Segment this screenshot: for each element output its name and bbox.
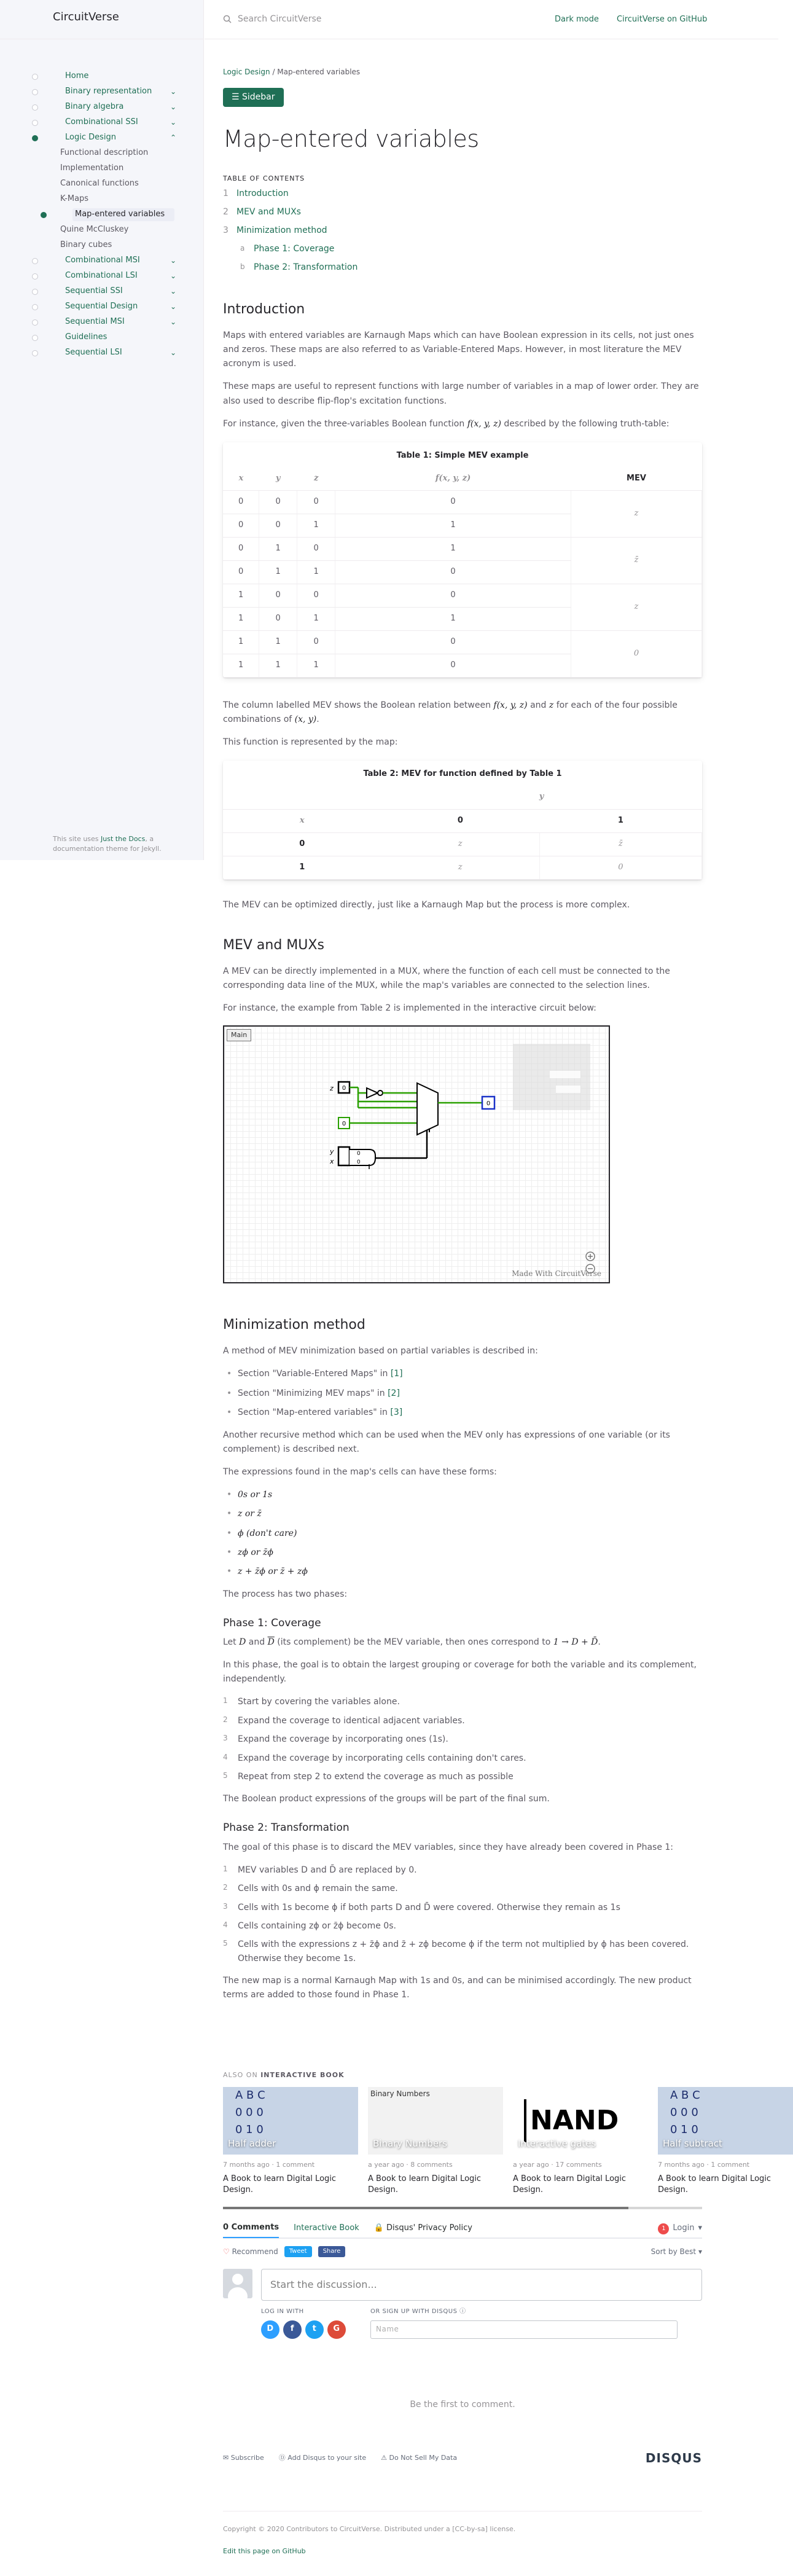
intro-paragraph-1: Maps with entered variables are Karnaugh Maps which can have Boolean expression in its cells, not just ones and zeros. These maps are also referred to as Variable-Entered Maps. However, in most literature the MEV acronym is used.	[223, 331, 694, 369]
row-header: 1	[223, 856, 381, 879]
sidebar	[0, 0, 204, 860]
svg-text:0: 0	[486, 1100, 491, 1108]
sidebar-item-sequential-lsi[interactable]: Sequential LSI ⌄	[25, 345, 184, 361]
sidebar-item-combinational-ssi[interactable]: Combinational SSI ⌄	[25, 115, 184, 130]
svg-text:0: 0	[357, 1159, 361, 1166]
page-footer: Copyright © 2020 Contributors to CircuitVerse. Distributed under a [CC-by-sa] license.	[223, 2511, 702, 2535]
table-1	[223, 442, 702, 678]
card-description: A Book to learn Digital Logic Design.	[513, 2174, 627, 2194]
svg-text:y: y	[330, 1148, 334, 1156]
table-cell: 1	[297, 514, 335, 538]
table-cell: 1	[297, 561, 335, 584]
sidebar-nav	[0, 39, 203, 361]
minimization-paragraph-1: A method of MEV minimization based on partial variables is described in:	[223, 1346, 538, 1357]
table-cell: 0	[335, 631, 571, 654]
table-cell: 1	[223, 608, 259, 631]
map-intro: This function is represented by the map:	[223, 737, 398, 748]
notification-badge: 1	[658, 2223, 669, 2234]
row-header: 0	[223, 832, 381, 856]
nav-bullet-icon	[32, 120, 38, 126]
table-row	[223, 832, 702, 856]
nav-bullet-icon	[32, 258, 38, 264]
list-item: 5 Repeat from step 2 to extend the coverage as much as possible	[223, 1771, 514, 1782]
sidebar-item-sequential-ssi[interactable]: Sequential SSI ⌄	[25, 284, 184, 299]
sidebar-item-k-maps[interactable]: K-Maps	[60, 194, 89, 204]
minimization-heading: Minimization method	[223, 1317, 365, 1333]
social-login-buttons	[261, 2320, 346, 2339]
card-description: A Book to learn Digital Logic Design.	[658, 2174, 772, 2194]
search-input[interactable]: Search CircuitVerse	[223, 12, 321, 26]
card-title: Half adder	[228, 2137, 276, 2149]
column-variable: y	[381, 786, 702, 809]
intro-paragraph-3: For instance, given the three-variables Boolean function f(x, y, z) described by the following truth-table:	[223, 418, 670, 429]
card-thumbnail: A B C 0 0 0 0 1 0 Half adder	[223, 2087, 358, 2155]
table-cell: 0	[223, 514, 259, 538]
svg-text:x: x	[330, 1157, 334, 1166]
card-meta: a year ago · 8 comments	[368, 2160, 453, 2169]
table-cell: 0	[259, 491, 297, 514]
recommend-button[interactable]: ♡ Recommend	[223, 2247, 278, 2256]
made-with-circuitverse[interactable]: Made With CircuitVerse	[512, 1269, 601, 1278]
list-item: 4 Expand the coverage by incorporating cells containing don't cares.	[223, 1752, 526, 1763]
column-header: 0	[381, 809, 540, 832]
table-cell: 1	[335, 514, 571, 538]
input-z[interactable]	[329, 1082, 350, 1093]
constant-zero[interactable]	[338, 1118, 417, 1129]
chevron-icon[interactable]: ⌄	[170, 286, 176, 296]
nav-bullet-icon	[32, 335, 38, 341]
chevron-icon[interactable]: ⌄	[170, 317, 176, 326]
intro-paragraph-2: These maps are useful to represent functions with large number of variables in a map of lower order. They are also used to describe flip-flop's excitation functions.	[223, 382, 699, 406]
search-icon	[223, 15, 232, 23]
sidebar-item-map-entered-variables[interactable]: Map-entered variables	[25, 207, 184, 222]
google-login-button[interactable]: G	[327, 2320, 346, 2339]
table-cell: 0	[223, 561, 259, 584]
row-variable: x	[223, 809, 381, 832]
recommended-card[interactable]	[223, 2087, 358, 2196]
minimization-paragraph-4: The process has two phases:	[223, 1589, 348, 1599]
circuit-simulator[interactable]	[223, 1025, 610, 1283]
chevron-down-icon: ▾	[698, 2247, 702, 2256]
minimization-paragraph-3: The expressions found in the map's cells can have these forms:	[223, 1466, 497, 1477]
help-icon[interactable]: ⓘ	[459, 2308, 466, 2315]
zoom-in-icon[interactable]	[586, 1252, 595, 1261]
mux-properties-panel	[513, 1044, 590, 1110]
table-of-contents	[223, 184, 702, 276]
table-2	[223, 761, 702, 879]
table-cell: 0	[259, 608, 297, 631]
warning-icon: ⚠	[381, 2454, 388, 2462]
table-2-caption: Table 2: MEV for function defined by Table 1	[363, 769, 562, 779]
empty-comments-message: Be the first to comment.	[410, 2399, 515, 2410]
sidebar-item-guidelines[interactable]: Guidelines	[25, 330, 184, 345]
list-item: 1 MEV variables D and D̄ are replaced by 0.	[223, 1864, 417, 1875]
mev-cell: z̄	[571, 538, 701, 584]
list-item: 3 Cells with 1s become ϕ if both parts D and D̄ were covered. Otherwise they remain as 1s	[223, 1901, 620, 1912]
table-cell: 1	[297, 654, 335, 678]
tab-comments[interactable]: 0 Comments	[223, 2222, 279, 2238]
reference-list	[223, 1367, 702, 1419]
output-pin[interactable]	[482, 1097, 494, 1109]
add-disqus-link[interactable]: Ⓓ Add Disqus to your site	[278, 2454, 367, 2462]
map-cell: z̄	[539, 832, 701, 856]
expression-forms-list	[223, 1488, 702, 1579]
table-row	[223, 631, 702, 654]
phase-2-paragraph-1: The goal of this phase is to discard the MEV variables, since they have already been covered in Phase 1:	[223, 1842, 674, 1852]
column-header: z	[297, 468, 335, 491]
card-title: Binary Numbers	[373, 2137, 448, 2149]
disqus-tabs	[223, 2220, 702, 2239]
sidebar-item-binary-cubes[interactable]: Binary cubes	[60, 240, 112, 250]
twitter-login-button[interactable]: t	[305, 2320, 324, 2339]
recommended-card[interactable]	[658, 2087, 793, 2196]
list-item: • z + z̄ϕ or z̄ + zϕ	[223, 1565, 702, 1578]
sim-tab-main[interactable]: Main	[227, 1029, 251, 1041]
mev-mux-heading: MEV and MUXs	[223, 937, 324, 953]
list-item: 4 Cells containing zϕ or z̄ϕ become 0s.	[223, 1920, 396, 1931]
svg-text:0: 0	[342, 1085, 346, 1092]
recommended-cards	[223, 2087, 772, 2196]
card-thumbnail: A B C 0 0 0 0 1 0 Half subtract	[658, 2087, 793, 2155]
svg-text:0: 0	[342, 1121, 346, 1128]
sidebar-item-combinational-msi[interactable]: Combinational MSI ⌄	[25, 253, 184, 268]
phase-1-paragraph-3: The Boolean product expressions of the groups will be part of the final sum.	[223, 1794, 550, 1804]
card-meta: 7 months ago · 1 comment	[658, 2160, 750, 2169]
sidebar-item-implementation[interactable]: Implementation	[60, 163, 124, 173]
chevron-icon[interactable]: ⌄	[170, 117, 176, 127]
login-button[interactable]: 1 Login ▾	[658, 2222, 702, 2235]
table-1-caption: Table 1: Simple MEV example	[396, 450, 529, 460]
nav-bullet-icon	[32, 289, 38, 295]
toc-item-phase-1-coverage[interactable]: a Phase 1: Coverage	[240, 243, 335, 254]
table-cell: 1	[297, 608, 335, 631]
phase-2-paragraph-2: The new map is a normal Karnaugh Map with 1s and 0s, and can be minimised accordingly. The new product terms are added to those found in Phase 1.	[223, 1976, 692, 2000]
table-cell: 1	[259, 654, 297, 678]
column-header: MEV	[571, 468, 701, 491]
breadcrumb-parent[interactable]: Logic Design	[223, 68, 270, 76]
mail-icon: ✉	[223, 2454, 229, 2462]
card-thumbnail: NAND Interactive gates	[513, 2087, 648, 2155]
reference-link[interactable]: [2]	[388, 1388, 400, 1398]
list-item: • Section "Variable-Entered Maps" in [1]	[223, 1367, 702, 1380]
also-on-label: ALSO ON INTERACTIVE BOOK	[223, 2071, 345, 2080]
table-row	[223, 584, 702, 608]
table-cell: 1	[223, 584, 259, 608]
table-cell: 0	[259, 514, 297, 538]
page-header	[205, 0, 778, 39]
mev-cell: z	[571, 584, 701, 631]
table-cell: 0	[335, 561, 571, 584]
disqus-login-button[interactable]: D	[261, 2320, 279, 2339]
column-header: x	[223, 468, 259, 491]
mux-paragraph-2: For instance, the example from Table 2 is implemented in the interactive circuit below:	[223, 1003, 596, 1014]
chevron-icon[interactable]: ⌄	[170, 348, 176, 357]
column-header: f(x, y, z)	[335, 468, 571, 491]
chevron-icon[interactable]: ⌄	[170, 102, 176, 111]
table-cell: 1	[335, 538, 571, 561]
card-title: Interactive gates	[518, 2137, 596, 2149]
mux-paragraph-1: A MEV can be directly implemented in a MUX, where the function of each cell must be connected to the corresponding data line of the MUX, while the map's variables are connected to the selection lines.	[223, 966, 670, 990]
cards-scrollbar[interactable]	[223, 2207, 702, 2209]
name-input[interactable]: Name	[370, 2320, 678, 2339]
main-content	[223, 39, 772, 2556]
chevron-icon[interactable]: ⌄	[170, 302, 176, 311]
card-thumbnail: Binary Numbers Binary Numbers	[368, 2087, 503, 2155]
nav-bullet-icon	[32, 104, 38, 111]
nav-bullet-icon	[32, 135, 38, 141]
table-cell: 0	[297, 491, 335, 514]
list-item: 2 Cells with 0s and ϕ remain the same.	[223, 1883, 398, 1894]
table-cell: 0	[335, 654, 571, 678]
phase-1-paragraph-1: Let D and $\overline{D}$ (its complement) be the MEV variable, then ones correspond to 1 → D + D̄.	[223, 1637, 601, 1648]
disqus-icon: Ⓓ	[278, 2454, 286, 2462]
nav-bullet-icon	[41, 212, 47, 218]
toc-item-phase-2-transformation[interactable]: b Phase 2: Transformation	[240, 262, 358, 272]
table-row	[223, 491, 702, 514]
disqus-embed	[223, 2070, 772, 2468]
sidebar-item-sequential-design[interactable]: Sequential Design ⌄	[25, 299, 184, 315]
toc-item-mev-and-muxs[interactable]: 2 MEV and MUXs	[223, 206, 301, 217]
breadcrumb: Logic Design / Map-entered variables	[223, 68, 361, 76]
subscribe-link[interactable]: ✉ Subscribe	[223, 2454, 264, 2462]
recommended-card[interactable]	[368, 2087, 503, 2196]
reference-link[interactable]: [3]	[390, 1407, 403, 1418]
sidebar-item-combinational-lsi[interactable]: Combinational LSI ⌄	[25, 268, 184, 284]
list-item: 3 Expand the coverage by incorporating ones (1s).	[223, 1734, 448, 1745]
table-cell: 0	[335, 491, 571, 514]
mev-explanation: The column labelled MEV shows the Boolean relation between f(x, y, z) and z for each of the four possible combinations of (x, y).	[223, 700, 678, 725]
list-item: • ϕ (don't care)	[223, 1527, 702, 1540]
sidebar-item-binary-algebra[interactable]: Binary algebra ⌄	[25, 100, 184, 115]
table-cell: 0	[259, 584, 297, 608]
list-item: • zϕ or z̄ϕ	[223, 1546, 702, 1559]
login-options: LOG IN WITH D f t G OR SIGN UP WITH DISQUS ⓘ Name	[261, 2307, 702, 2339]
table-cell: 1	[259, 538, 297, 561]
chevron-icon[interactable]: ⌄	[170, 256, 176, 265]
map-cell: z	[381, 856, 540, 879]
sort-dropdown[interactable]: Sort by Best ▾	[650, 2247, 702, 2256]
map-cell: 0	[539, 856, 701, 879]
comment-composer	[223, 2269, 702, 2301]
card-description: A Book to learn Digital Logic Design.	[368, 2174, 482, 2194]
tab-interactive-book[interactable]: Interactive Book	[294, 2223, 359, 2233]
list-item: 1 Start by covering the variables alone.	[223, 1696, 400, 1707]
svg-text:z: z	[330, 1084, 334, 1093]
circuit-diagram[interactable]	[224, 1027, 609, 1282]
selection-inputs[interactable]	[329, 1147, 427, 1169]
tweet-button[interactable]: Tweet	[284, 2246, 312, 2257]
table-cell: 0	[335, 584, 571, 608]
page-title: Map-entered variables	[223, 125, 479, 152]
not-gate[interactable]	[358, 1088, 417, 1098]
toc-item-minimization-method[interactable]: 3 Minimization method	[223, 225, 327, 235]
sidebar-footer: This site uses Just the Docs, a documentation theme for Jekyll.	[53, 835, 162, 853]
sidebar-item-logic-design[interactable]: Logic Design ⌃	[25, 130, 184, 146]
list-item: 5 Cells with the expressions z + z̄ϕ and z̄ + zϕ become ϕ if the term not multiplied by ϕ has been covered. Otherwise they become 1s.	[223, 1939, 689, 1963]
list-item: • 0s or 1s	[223, 1488, 702, 1501]
comment-input[interactable]: Start the discussion...	[261, 2269, 702, 2301]
chevron-icon[interactable]: ⌃	[170, 133, 176, 142]
list-item: • Section "Map-entered variables" in [3]	[223, 1406, 702, 1419]
disqus-logo[interactable]: DISQUS	[645, 2451, 702, 2466]
do-not-sell-link[interactable]: ⚠ Do Not Sell My Data	[381, 2454, 458, 2462]
table-cell: 1	[259, 561, 297, 584]
phase-2-steps	[223, 1863, 702, 1965]
table-cell: 1	[223, 631, 259, 654]
table-cell: 0	[297, 538, 335, 561]
list-item: • z or z̄	[223, 1507, 702, 1521]
recommended-card[interactable]	[513, 2087, 648, 2196]
minimization-paragraph-2: Another recursive method which can be used when the MEV only has expressions of one variable (or its complement) is described next.	[223, 1430, 670, 1454]
nav-bullet-icon	[32, 350, 38, 356]
avatar	[223, 2269, 252, 2298]
just-the-docs-link[interactable]: Just the Docs	[101, 835, 146, 843]
table-cell: 1	[223, 654, 259, 678]
introduction-heading: Introduction	[223, 301, 305, 317]
edit-on-github-link[interactable]: Edit this page on GitHub	[223, 2547, 306, 2555]
svg-text:0: 0	[357, 1151, 361, 1157]
sidebar-item-canonical-functions[interactable]: Canonical functions	[60, 179, 139, 189]
breadcrumb-current: Map-entered variables	[277, 68, 361, 76]
nav-bullet-icon	[32, 319, 38, 326]
card-title: Half subtract	[663, 2137, 722, 2149]
privacy-policy-link[interactable]: 🔒 Disqus' Privacy Policy	[373, 2223, 472, 2233]
nav-bullet-icon	[32, 89, 38, 95]
github-link[interactable]: CircuitVerse on GitHub	[617, 15, 708, 24]
chevron-icon[interactable]: ⌄	[170, 87, 176, 96]
table-cell: 1	[335, 608, 571, 631]
sidebar-item-quine-mccluskey[interactable]: Quine McCluskey	[60, 225, 129, 235]
column-header: 1	[539, 809, 701, 832]
table-row	[223, 856, 702, 879]
nav-bullet-icon	[32, 304, 38, 310]
table-header-row	[223, 468, 702, 491]
reference-link[interactable]: [1]	[390, 1369, 403, 1379]
sidebar-item-binary-representation[interactable]: Binary representation ⌄	[25, 84, 184, 100]
nav-bullet-icon	[32, 74, 38, 80]
share-button[interactable]: Share	[318, 2246, 346, 2257]
site-title[interactable]: CircuitVerse	[0, 0, 203, 39]
sidebar-toggle-button[interactable]: ☰ Sidebar	[223, 88, 284, 106]
sidebar-item-sequential-msi[interactable]: Sequential MSI ⌄	[25, 315, 184, 330]
lock-icon: 🔒	[373, 2223, 384, 2233]
table-cell: 0	[223, 538, 259, 561]
disqus-footer	[223, 2448, 702, 2468]
phase-1-heading: Phase 1: Coverage	[223, 1616, 321, 1629]
phase-1-steps	[223, 1695, 702, 1783]
table-row	[223, 538, 702, 561]
mev-cell: 0	[571, 631, 701, 678]
mev-cell: z	[571, 491, 701, 538]
table-cell: 1	[259, 631, 297, 654]
toc-item-introduction[interactable]: 1 Introduction	[223, 188, 289, 198]
table-cell: 0	[297, 584, 335, 608]
table-cell: 0	[223, 491, 259, 514]
nav-bullet-icon	[32, 273, 38, 280]
toc-title: TABLE OF CONTENTS	[223, 174, 305, 183]
facebook-login-button[interactable]: f	[283, 2320, 302, 2339]
sidebar-item-functional-description[interactable]: Functional description	[60, 148, 149, 158]
phase-1-paragraph-2: In this phase, the goal is to obtain the largest grouping or coverage for both the variable and its complement, independently.	[223, 1660, 697, 1685]
list-item: 2 Expand the coverage to identical adjacent variables.	[223, 1715, 465, 1726]
card-meta: 7 months ago · 1 comment	[223, 2160, 315, 2169]
card-meta: a year ago · 17 comments	[513, 2160, 602, 2169]
disqus-actions	[223, 2246, 702, 2258]
chevron-down-icon: ▾	[698, 2223, 702, 2233]
heart-icon: ♡	[223, 2247, 230, 2256]
phase-2-heading: Phase 2: Transformation	[223, 1822, 350, 1834]
multiplexer[interactable]	[417, 1083, 482, 1158]
column-header: y	[259, 468, 297, 491]
chevron-icon[interactable]: ⌄	[170, 271, 176, 280]
map-cell: z	[381, 832, 540, 856]
sidebar-item-home[interactable]: Home	[25, 69, 184, 84]
dark-mode-button[interactable]: Dark mode	[555, 15, 599, 24]
mev-optimization-note: The MEV can be optimized directly, just like a Karnaugh Map but the process is more complex.	[223, 899, 630, 910]
card-description: A Book to learn Digital Logic Design.	[223, 2174, 337, 2194]
table-cell: 0	[297, 631, 335, 654]
list-item: • Section "Minimizing MEV maps" in [2]	[223, 1387, 702, 1400]
